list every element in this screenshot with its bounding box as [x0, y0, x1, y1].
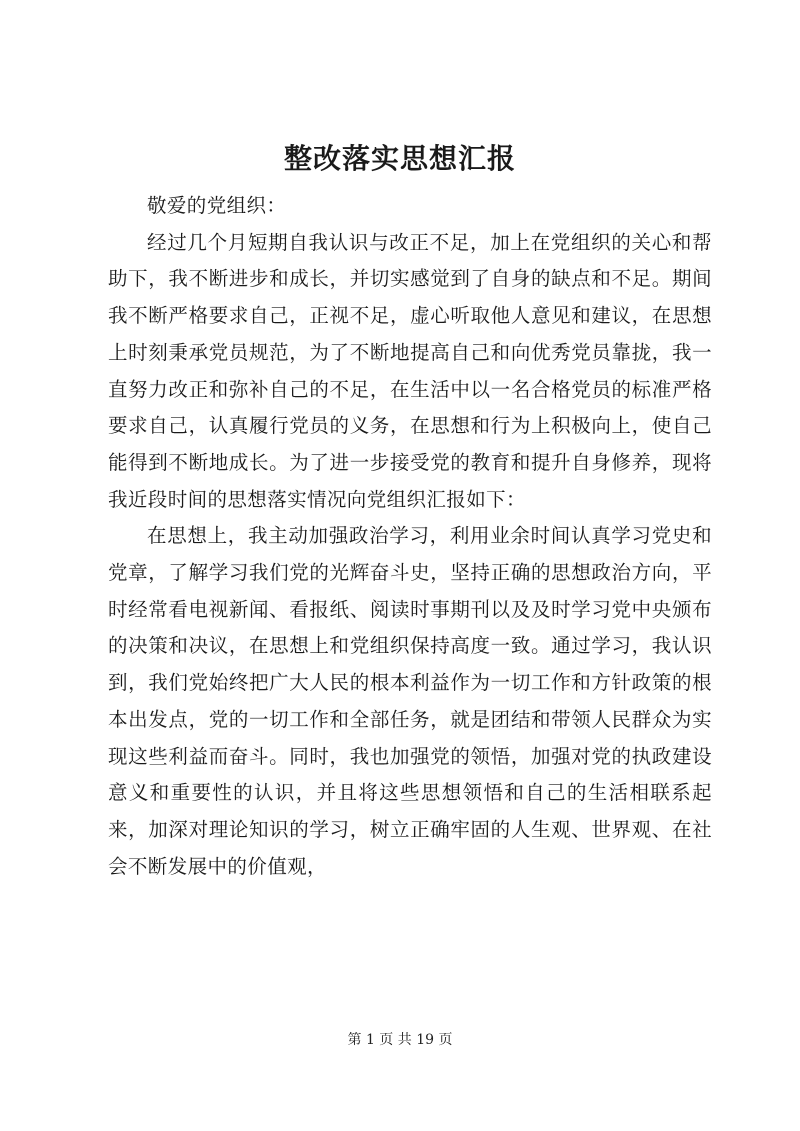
- paragraph-2: 在思想上，我主动加强政治学习，利用业余时间认真学习党史和党章，了解学习我们党的光辉奋斗史，坚持正确的思想政治方向，平时经常看电视新闻、看报纸、阅读时事期刊以及及时学习党中央颁布的决策和决议，在思想上和党组织保持高度一致。通过学习，我认识到，我们党始终把广大人民的根本利益作为一切工作和方针政策的根本出发点，党的一切工作和全部任务，就是团结和带领人民群众为实现这些利益而奋斗。同时，我也加强党的领悟，加强对党的执政建设意义和重要性的认识，并且将这些思想领悟和自己的生活相联系起来，加深对理论知识的学习，树立正确牢固的人生观、世界观、在社会不断发展中的价值观，: [108, 524, 712, 878]
- page-footer: 第 1 页 共 19 页: [347, 1032, 453, 1048]
- salutation: 敬爱的党组织：: [147, 194, 287, 217]
- document-title: 整改落实思想汇报: [283, 142, 516, 175]
- document-body: [108, 188, 712, 885]
- paragraph-1: 经过几个月短期自我认识与改正不足，加上在党组织的关心和帮助下，我不断进步和成长，并切实感觉到了自身的缺点和不足。期间我不断严格要求自己，正视不足，虚心听取他人意见和建议，在思想上时刻秉承党员规范，为了不断地提高自己和向优秀党员靠拢，我一直努力改正和弥补自己的不足，在生活中以一名合格党员的标准严格要求自己，认真履行党员的义务，在思想和行为上积极向上，使自己能得到不断地成长。为了进一步接受党的教育和提升自身修养，现将我近段时间的思想落实情况向党组织汇报如下：: [108, 230, 712, 511]
